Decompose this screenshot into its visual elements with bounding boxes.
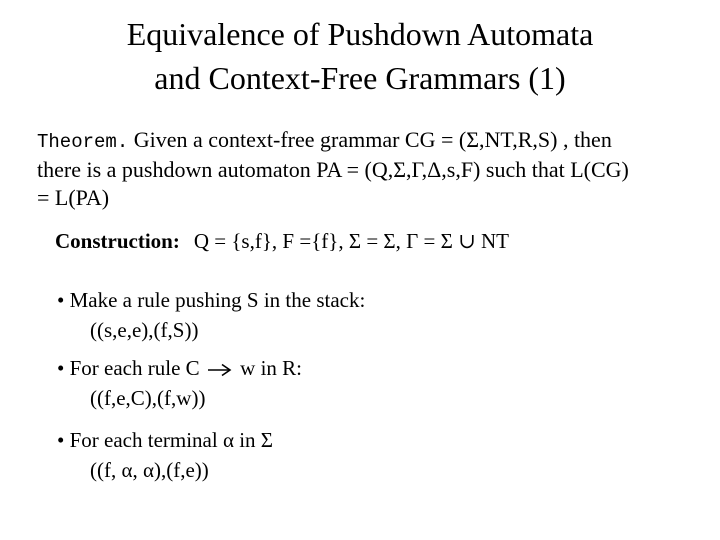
bullet-marker: • [57,356,65,380]
bullet-transition: ((f, α, α),(f,e)) [90,458,209,482]
bullet-main-3 [57,425,273,455]
bullet-text-after: w in R: [240,356,302,380]
bullet-main-1 [57,285,365,315]
bullet-item-push-start [57,285,365,345]
bullet-marker: • [57,428,65,452]
bullet-text: For each terminal α in Σ [69,428,274,452]
bullet-main-2 [57,353,302,383]
bullet-transition: ((f,e,C),(f,w)) [90,386,206,410]
theorem-line-1 [37,126,697,156]
theorem-line-3: = L(PA) [37,185,110,210]
bullet-marker: • [57,288,65,312]
theorem-line-2: there is a pushdown automaton PA = (Q,Σ,Γ,Δ,s,F) such that L(CG) [37,157,629,182]
theorem-block [37,126,697,212]
theorem-text-1: Given a context-free grammar CG = (Σ,NT,R,S) , then [133,127,612,152]
slide-title [0,12,720,100]
slide-title-line-1: Equivalence of Pushdown Automata [126,16,594,52]
theorem-label: Theorem. [37,131,129,153]
construction-line [55,227,509,255]
construction-text: Q = {s,f}, F ={f}, Σ = Σ, Γ = Σ ∪ NT [193,229,509,253]
bullet-item-terminals [57,425,273,485]
slide-title-line-2: and Context-Free Grammars (1) [154,60,566,96]
bullet-item-rules [57,353,302,413]
bullet-text: Make a rule pushing S in the stack: [69,288,366,312]
bullet-text-before: For each rule C [69,356,200,380]
construction-label: Construction: [55,229,180,253]
bullet-transition: ((s,e,e),(f,S)) [90,318,199,342]
right-arrow-icon [207,363,233,377]
